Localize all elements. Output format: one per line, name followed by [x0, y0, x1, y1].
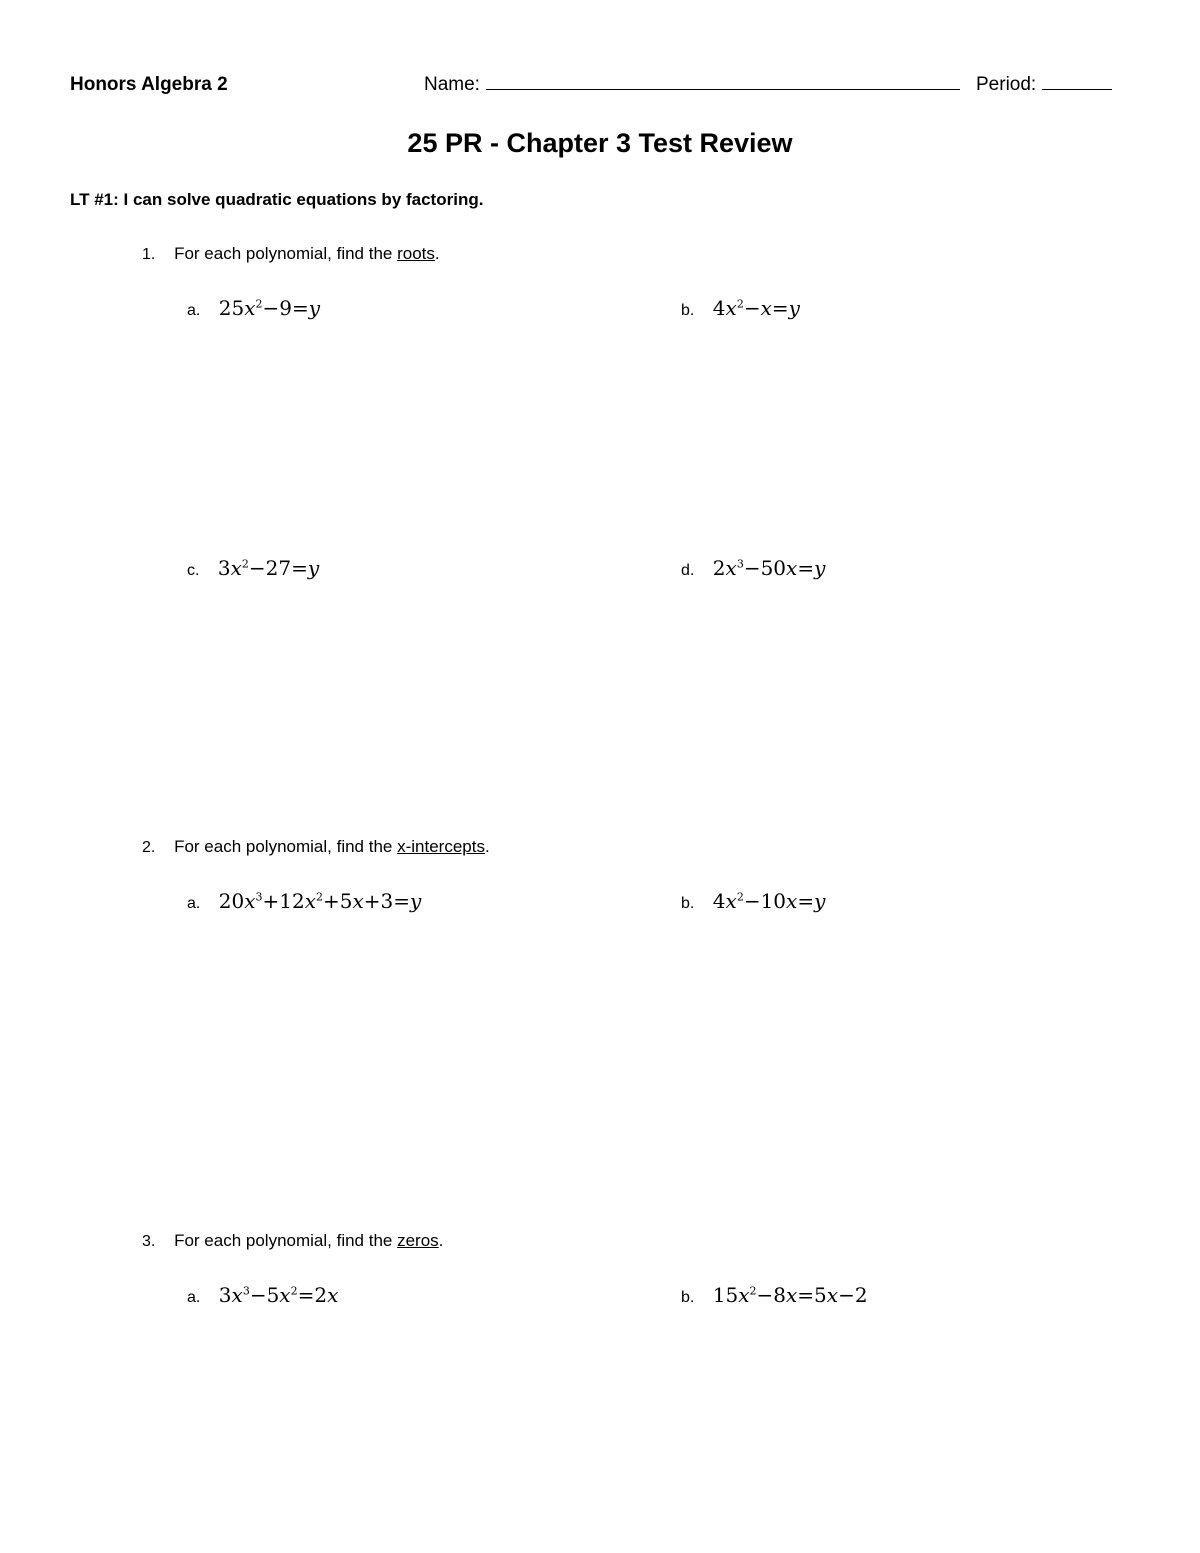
item-label: a. — [187, 895, 201, 912]
item-label: d. — [681, 562, 695, 579]
question-1 — [142, 244, 440, 264]
question-prompt: For each polynomial, find the roots. — [174, 244, 440, 263]
period-blank — [1042, 88, 1112, 90]
item-label: b. — [681, 895, 695, 912]
question-2 — [142, 837, 490, 857]
equation: $3x^2-27=y$ — [217, 556, 320, 580]
equation: $15x^2-8x=5x-2$ — [712, 1283, 868, 1307]
period-field — [976, 74, 1112, 96]
q1-item-c — [187, 556, 319, 580]
equation: $25x^2-9=y$ — [218, 296, 321, 320]
item-label: b. — [681, 1289, 695, 1306]
q1-item-b — [681, 296, 800, 320]
page-title: 25 PR - Chapter 3 Test Review — [407, 128, 793, 158]
course-name: Honors Algebra 2 — [70, 74, 228, 95]
prompt-key-term: x-intercepts — [397, 837, 485, 856]
question-number: 3. — [142, 1233, 156, 1250]
item-label: a. — [187, 302, 201, 319]
period-label: Period: — [976, 74, 1037, 95]
question-3 — [142, 1231, 443, 1251]
item-label: b. — [681, 302, 695, 319]
name-label: Name: — [424, 74, 480, 95]
equation: $4x^2-10x=y$ — [712, 889, 826, 913]
prompt-key-term: zeros — [397, 1231, 439, 1250]
q1-item-d — [681, 556, 825, 580]
equation: $2x^3-50x=y$ — [712, 556, 826, 580]
question-prompt: For each polynomial, find the x-intercepts. — [174, 837, 490, 856]
equation: $4x^2-x=y$ — [712, 296, 800, 320]
q3-item-a — [187, 1283, 338, 1307]
item-label: a. — [187, 1289, 201, 1306]
question-number: 1. — [142, 246, 156, 263]
item-label: c. — [187, 562, 200, 579]
name-blank — [486, 88, 960, 90]
q1-item-a — [187, 296, 320, 320]
prompt-key-term: roots — [397, 244, 435, 263]
q2-item-a — [187, 889, 421, 913]
learning-target: LT #1: I can solve quadratic equations by factoring. — [70, 190, 484, 209]
q3-item-b — [681, 1283, 868, 1307]
equation: $3x^3-5x^2=2x$ — [218, 1283, 339, 1307]
question-number: 2. — [142, 839, 156, 856]
name-field — [424, 74, 960, 96]
question-prompt: For each polynomial, find the zeros. — [174, 1231, 444, 1250]
equation: $20x^3+12x^2+5x+3=y$ — [218, 889, 422, 913]
q2-item-b — [681, 889, 825, 913]
